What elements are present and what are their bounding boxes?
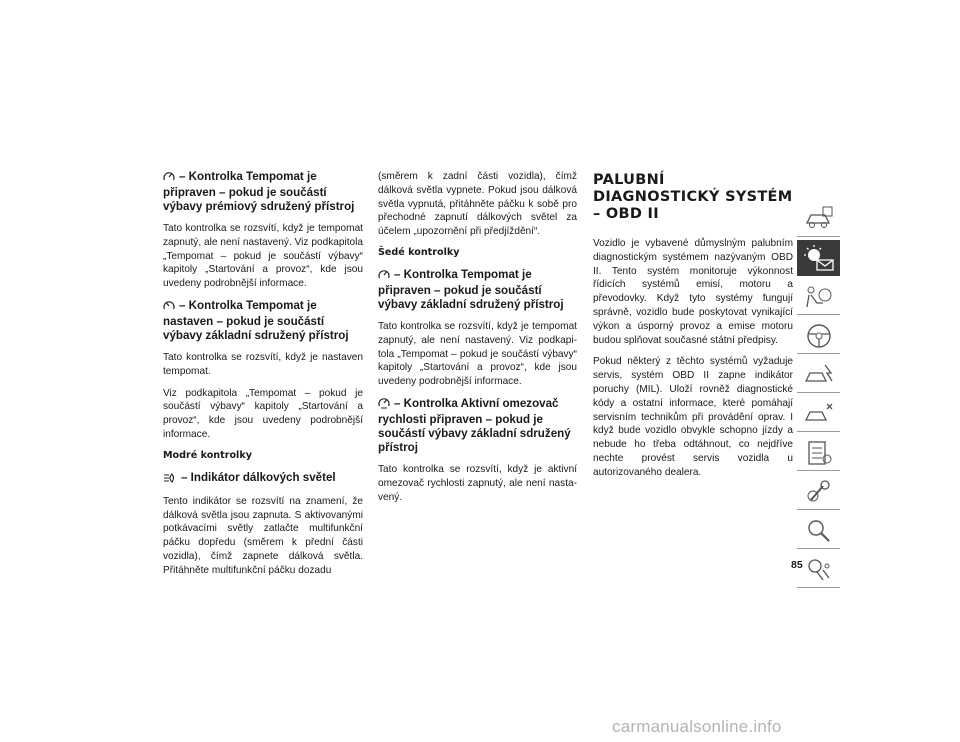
page-number: 85 bbox=[791, 559, 803, 571]
heading-speed-limiter bbox=[378, 397, 577, 455]
wrench-icon bbox=[803, 478, 835, 506]
heading-cruise-set bbox=[163, 299, 363, 343]
paragraph: Tento indikátor se rozsvítí na znamení, že dálková světla jsou zapnuta. S aktivovanými potkávacími světly zatlačte multifunkční páčku dopředu (směrem k přední části vozidla), čímž zapnete dálková světla. Přitáhněte multifunkční páčku dozadu bbox=[163, 495, 363, 576]
tab-car-info[interactable] bbox=[797, 201, 840, 237]
tab-index[interactable] bbox=[797, 513, 840, 549]
paragraph: Tato kontrolka se rozsvítí, když je nastaven tempomat. bbox=[163, 351, 363, 377]
paragraph: Tato kontrolka se rozsvítí, když je aktivní omezovač rychlosti zapnutý, ale není nastavený. bbox=[378, 463, 577, 503]
tab-airbag[interactable] bbox=[797, 279, 840, 315]
paragraph: Viz podkapitola „Tempomat – pokud je součástí výbavy“ kapitoly „Startování a provoz“, kde jsou uvedeny podrobnější informace. bbox=[163, 387, 363, 440]
paragraph: Tato kontrolka se rozsvítí, když je tempomat zapnutý, ale není nastavený. Viz podkapitola „Tempomat – pokud je součástí výbavy“ kapitoly „Startování a provoz“, kde jsou uvedeny podrobnější informace. bbox=[378, 320, 577, 388]
subheading-grey: Šedé kontrolky bbox=[378, 246, 460, 258]
airbag-icon bbox=[803, 283, 835, 311]
section-title: PALUBNÍ DIAGNOSTICKÝ SYSTÉM – OBD II bbox=[593, 172, 793, 222]
dashboard-warning-icon bbox=[803, 244, 835, 272]
subheading-blue: Modré kontrolky bbox=[163, 449, 252, 461]
column-left bbox=[163, 170, 363, 586]
heading-text: – Kontrolka Aktivní omezovač rychlosti připraven – pokud je součástí výbavy základní sdružený přístroj bbox=[378, 396, 571, 454]
service-icon bbox=[803, 400, 835, 428]
heading-text: – Kontrolka Tempomat je připraven – pokud je součástí výbavy prémiový sdružený přístroj bbox=[163, 170, 355, 213]
tab-language[interactable] bbox=[797, 552, 840, 588]
column-middle bbox=[378, 170, 577, 512]
chapter-tab-sidebar bbox=[797, 201, 840, 591]
heading-text: – Kontrolka Tempomat je připraven – pokud je součástí výbavy základní sdružený přístroj bbox=[378, 267, 564, 311]
heading-cruise-ready-premium bbox=[163, 170, 363, 214]
cruise-control-icon bbox=[163, 171, 175, 186]
column-right bbox=[593, 170, 793, 488]
heading-high-beam bbox=[163, 471, 363, 487]
car-info-icon bbox=[803, 205, 835, 233]
steering-wheel-icon bbox=[803, 322, 835, 350]
paragraph: (směrem k zadní části vozidla), čímž dálková světla vypnete. Pokud jsou dálková světla vypnutá, přitáhněte páčku k sobě pro přechodné zapnutí dálkových světel za účelem „upozornění při předjíždění“. bbox=[378, 171, 577, 238]
tab-maintenance[interactable] bbox=[797, 435, 840, 471]
paragraph: Vozidlo je vybavené důmyslným palubním diagnostickým systémem nazývaným OBD II. Tento systém monitoruje výkonnost řídicích systémů emisí, motoru a převodovky. Když tyto systémy fungují správně, vozidlo bude poskytovat vynikající výkon a úsporný provoz a emise motoru budou splňovat současné státní předpisy. bbox=[593, 238, 793, 346]
paragraph: Tato kontrolka se rozsvítí, když je tempomat zapnutý, ale není nastavený. Viz podkapitola „Tempomat – pokud je součástí výbavy“ kapitoly „Startování a provoz“, kde jsou uvedeny podrobnější informace. bbox=[163, 223, 363, 290]
tab-crash[interactable] bbox=[797, 357, 840, 393]
heading-cruise-ready-basic bbox=[378, 268, 577, 312]
cruise-control-set-icon bbox=[163, 300, 175, 315]
speed-limiter-icon bbox=[378, 397, 390, 413]
tab-steering[interactable] bbox=[797, 318, 840, 354]
cruise-control-icon bbox=[378, 269, 390, 284]
tab-specs[interactable] bbox=[797, 474, 840, 510]
paragraph: Pokud některý z těchto systémů vyžaduje servis, systém OBD II zapne indikátor poruchy (MIL). Uloží rovněž diagnostické kódy a ostatní informace, které pomáhají servisním technikům při provádění oprav. I když bude vozidlo obvykle schopno jízdy a nebude ho třeba odtáhnout, co nejdříve nechte provést servis vozidla u autorizovaného dealera. bbox=[593, 356, 793, 478]
heading-text: – Kontrolka Tempomat je nastaven – pokud je součástí výbavy základní sdružený přístroj bbox=[163, 298, 349, 342]
list-icon bbox=[803, 439, 835, 467]
heading-text: – Indikátor dálkových světel bbox=[181, 470, 336, 484]
high-beam-icon bbox=[163, 473, 177, 487]
tab-service[interactable] bbox=[797, 396, 840, 432]
language-icon bbox=[803, 556, 835, 584]
search-icon bbox=[803, 517, 835, 545]
tab-dashboard[interactable] bbox=[797, 240, 840, 276]
crash-icon bbox=[803, 361, 835, 389]
watermark: carmanualsonline.info bbox=[612, 717, 782, 736]
